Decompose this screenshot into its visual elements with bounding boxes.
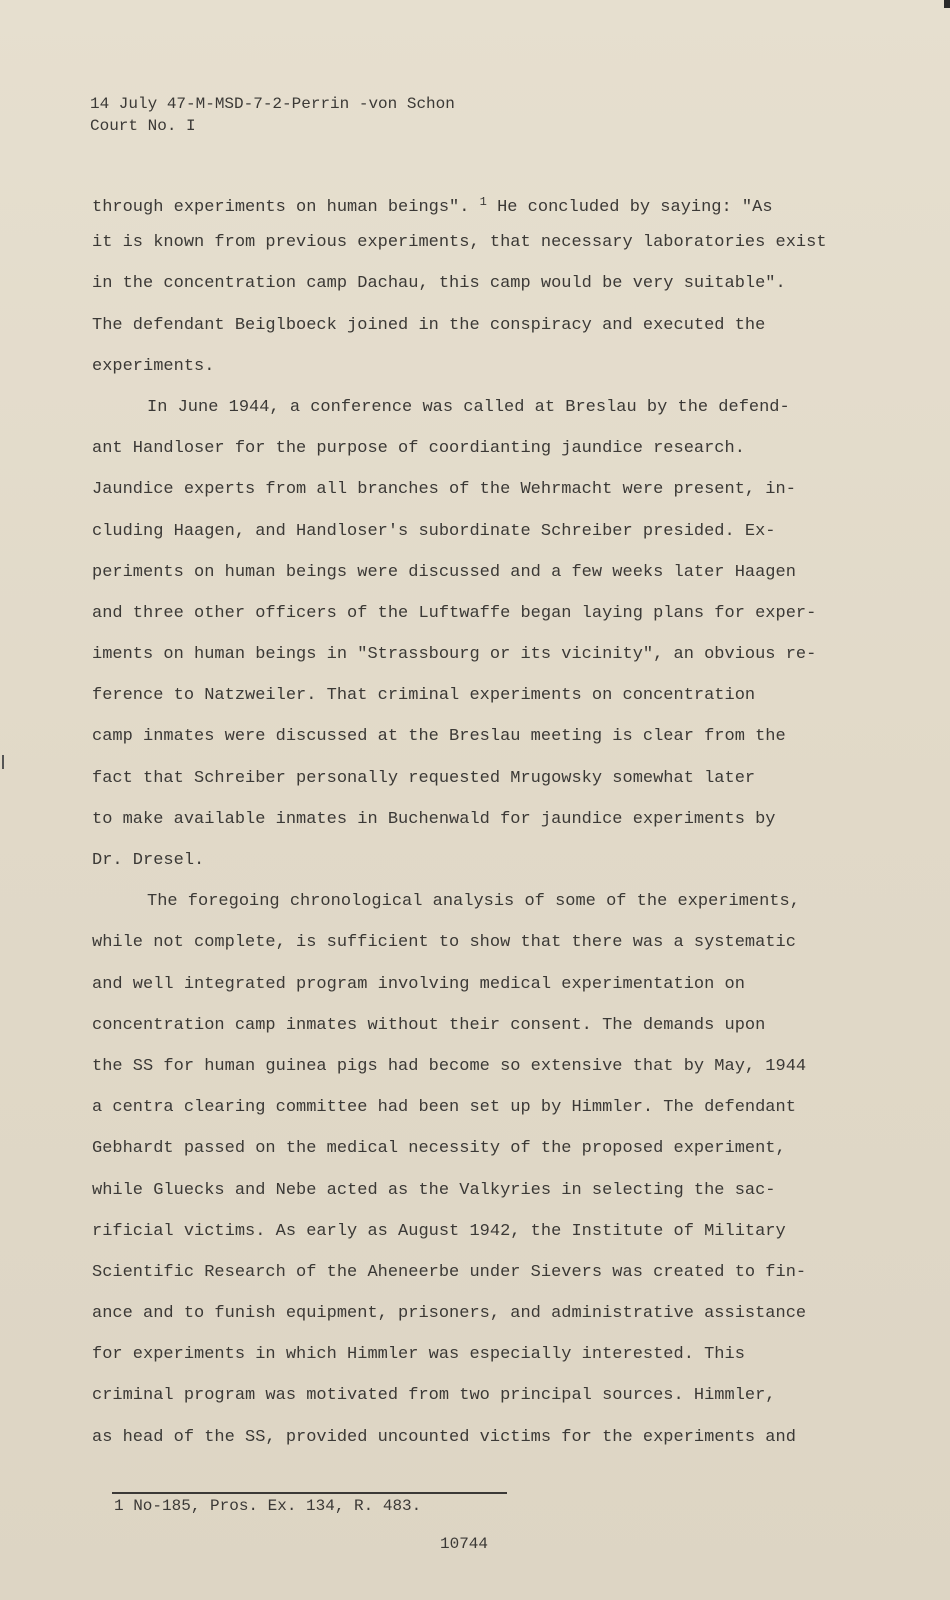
text-line: cluding Haagen, and Handloser's subordinate Schreiber presided. Ex- xyxy=(92,521,776,541)
text-line: ance and to funish equipment, prisoners, and administrative assistance xyxy=(92,1304,807,1324)
footnote-reference: 1 xyxy=(479,195,487,209)
text-line: ant Handloser for the purpose of coordianting jaundice research. xyxy=(92,439,745,459)
text-line: Jaundice experts from all branches of the Wehrmacht were present, in- xyxy=(92,480,796,500)
text-line: periments on human beings were discussed and a few weeks later Haagen xyxy=(92,562,796,582)
text-line xyxy=(92,190,832,231)
text-line: iments on human beings in "Strassbourg or its vicinity", an obvious re- xyxy=(92,645,817,665)
document-header xyxy=(90,93,455,137)
text-line: criminal program was motivated from two principal sources. Himmler, xyxy=(92,1386,776,1406)
body-text xyxy=(92,190,832,1467)
text-line: camp inmates were discussed at the Breslau meeting is clear from the xyxy=(92,727,786,747)
header-line-2: Court No. I xyxy=(90,117,196,135)
text-line: The defendant Beiglboeck joined in the conspiracy and executed the xyxy=(92,315,766,335)
text-line: The foregoing chronological analysis of some of the experiments, xyxy=(147,892,800,912)
text-line: rificial victims. As early as August 1942, the Institute of Military xyxy=(92,1221,786,1241)
text-line: ference to Natzweiler. That criminal experiments on concentration xyxy=(92,686,756,706)
text-segment: through experiments on human beings". xyxy=(92,198,470,217)
text-line: experiments. xyxy=(92,356,215,376)
text-line: fact that Schreiber personally requested Mrugowsky somewhat later xyxy=(92,768,756,788)
text-line: to make available inmates in Buchenwald for jaundice experiments by xyxy=(92,809,776,829)
text-line: a centra clearing committee had been set up by Himmler. The defendant xyxy=(92,1098,796,1118)
text-line: as head of the SS, provided uncounted victims for the experiments and xyxy=(92,1427,796,1447)
footnote-divider xyxy=(112,1492,507,1494)
text-line: Gebhardt passed on the medical necessity of the proposed experiment, xyxy=(92,1139,786,1159)
text-line: in the concentration camp Dachau, this camp would be very suitable". xyxy=(92,274,786,294)
text-line: the SS for human guinea pigs had become so extensive that by May, 1944 xyxy=(92,1056,807,1076)
text-line: In June 1944, a conference was called at Breslau by the defend- xyxy=(147,397,790,417)
text-line: concentration camp inmates without their consent. The demands upon xyxy=(92,1015,766,1035)
text-line: Dr. Dresel. xyxy=(92,851,205,870)
page-edge-mark xyxy=(944,0,950,8)
text-line: and three other officers of the Luftwaffe began laying plans for exper- xyxy=(92,603,817,623)
text-line: it is known from previous experiments, that necessary laboratories exist xyxy=(92,233,827,253)
page-edge-mark-left xyxy=(2,755,4,769)
text-line: while not complete, is sufficient to show that there was a systematic xyxy=(92,933,796,953)
footnote: 1 No-185, Pros. Ex. 134, R. 483. xyxy=(114,1497,422,1515)
header-line-1: 14 July 47-M-MSD-7-2-Perrin -von Schon xyxy=(90,95,455,113)
page-number: 10744 xyxy=(440,1535,489,1553)
text-line: Scientific Research of the Aheneerbe under Sievers was created to fin- xyxy=(92,1262,807,1282)
text-line: while Gluecks and Nebe acted as the Valkyries in selecting the sac- xyxy=(92,1180,776,1200)
text-line: and well integrated program involving medical experimentation on xyxy=(92,974,745,994)
text-line: for experiments in which Himmler was especially interested. This xyxy=(92,1345,745,1365)
text-segment: He concluded by saying: "As xyxy=(486,198,773,217)
